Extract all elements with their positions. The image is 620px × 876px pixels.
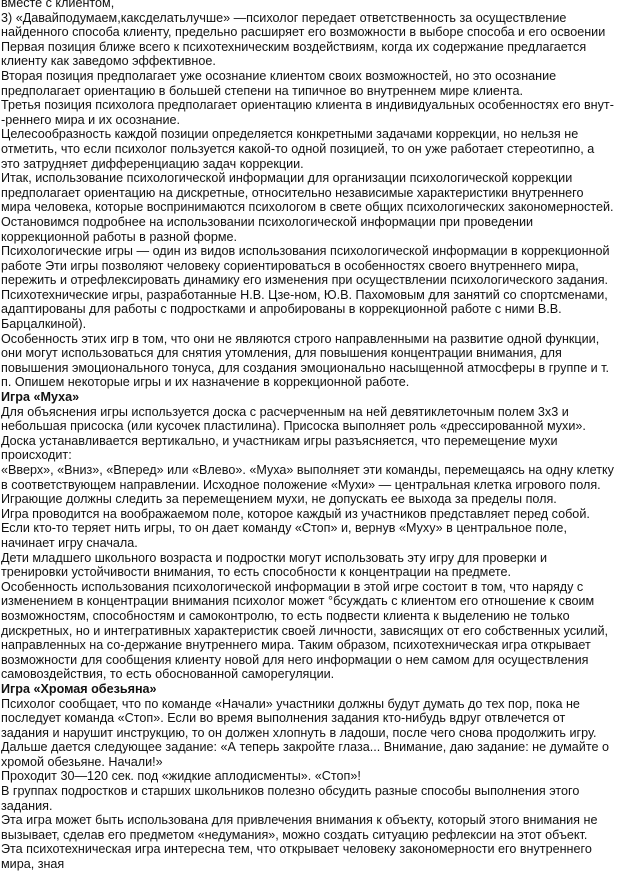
paragraph: «Вверх», «Вниз», «Вперед» или «Влево». «Муха» выполняет эти команды, перемещаясь на одну клетку в соответствующем направлении. Исходное положение «Мухи» — центральная клетка игрового поля. Играющие должны следить за перемещением мухи, не допускать ее выхода за пределы поля.	[1, 463, 614, 507]
paragraph: Первая позиция ближе всего к психотехническим воздействиям, когда их содержание предлагается клиенту как заведомо эффективное.	[1, 39, 587, 69]
paragraph: Особенность использования психологической информации в этой игре состоит в том, что наряду с изменением в концентрации внимания психолог может °бсуждать с клиентом его отношение к своим возможностям, способностям и самоконтролю, то есть подвести клиента к выделению не только дискретных, но и интегративных характеристик своей личности, зависящих от его собственных усилий, направленных на со-держание внутреннего мира. Таким образом, психотехническая игра открывает возможности для сообщения клиенту новой для него информации о нем самом для осуществления самовоздействия, то есть обоснованной саморегуляции.	[1, 579, 608, 682]
paragraph: Эта психотехническая игра интересна тем, что открывает человеку закономерности его внутреннего мира, зная	[1, 842, 592, 872]
paragraph: Проходит 30—120 сек. под «жидкие аплодисменты». «Стоп»!	[1, 769, 361, 784]
paragraph: Дети младшего школьного возраста и подростки могут использовать эту игру для проверки и тренировки устойчивости внимания, то есть способности к концентрации на предмете.	[1, 550, 548, 580]
paragraph: Психотехнические игры, разработанные Н.В. Цзе-ном, Ю.В. Пахомовым для занятий со спортсменами, адаптированы для работы с подростками и апробированы в коррекционной работе с ними В.В. Барцалкиной).	[1, 287, 608, 332]
paragraph: Целесообразность каждой позиции определяется конкретными задачами коррекции, но нельзя не отметить, что если психолог пользуется какой-то одной позицией, то он уже работает стереотипно, а это затрудняет дифференциацию задач коррекции.	[1, 127, 595, 171]
paragraph: В группах подростков и старших школьников полезно обсудить разные способы выполнения этого задания.	[1, 784, 580, 813]
paragraph: Особенность этих игр в том, что они не являются строго направленными на развитие одной функции, они могут использоваться для снятия утомления, для повышения концентрации внимания, для повышения эмоционального тонуса, для создания эмоционально насыщенной атмосферы в группе и т. п. Опишем некоторые игры и их назначение в коррекционной работе.	[1, 331, 609, 390]
paragraph: Психологические игры — один из видов использования психологической информации в коррекционной работе Эти игры позволяют человеку сориентироваться в особенностях своего внутреннего мира, пережить и отрефлексировать динамику его изменения при осуществлении психологического задания.	[1, 244, 610, 288]
paragraph: Остановимся подробнее на использовании психологической информации при проведении коррекционной работы в разной форме.	[1, 214, 534, 244]
paragraph: Для объяснения игры используется доска с расчерченным на ней девятиклеточным полем 3х3 и небольшая присоска (или кусочек пластилина). Присоска выполняет роль «дрессированной мухи». Доска устанавливается вертикально, и участникам игры разъясняется, что перемещение мухи происходит:	[1, 404, 586, 463]
paragraph: Психолог сообщает, что по команде «Начали» участники должны будут думать до тех пор, пока не последует команда «Стоп». Если во время выполнения задания кто-нибудь вдруг отвлечется от задания и нарушит инструкцию, то он должен хлопнуть в ладоши, после чего снова продолжить игру. Дальше дается следующее задание: «А теперь закройте глаза... Внимание, даю задание: не думайте о хромой обезьяне. Начали!»	[1, 696, 609, 769]
paragraph: 3) «Давайподумаем,каксделатьлучше» —психолог передает ответственность за осуществление найденного способа клиенту, предельно расширяет его возможности в выборе способа и его освоении	[1, 10, 606, 40]
paragraph: Третья позиция психолога предполагает ориентацию клиента в индивидуальных особенностях его внут- -реннего мира и их осознание.	[1, 98, 614, 127]
section-heading: Игра «Хромая обезьяна»	[1, 681, 157, 696]
paragraph: Итак, использование психологической информации для организации психологической коррекции предполагает ориентацию на дискретные, относительно независимые характеристики внутреннего мира человека, которые воспринимаются психологом в свете общих психологических закономерностей.	[1, 171, 614, 215]
paragraph: вместе с клиентом,	[1, 0, 115, 10]
paragraph: Игра проводится на воображаемом поле, которое каждый из участников представляет перед собой. Если кто-то теряет нить игры, то он дает команду «Стоп» и, вернув «Муху» в центральное поле, начинает игру сначала.	[1, 506, 590, 550]
paragraph: Эта игра может быть использована для привлечения внимания к объекту, который этого внимания не вызывает, сделав его предметом «недумания», можно создать ситуацию рефлексии на этот объект.	[1, 813, 598, 842]
section-heading: Игра «Муха»	[1, 390, 80, 405]
paragraph: Вторая позиция предполагает уже осознание клиентом своих возможностей, но это осознание предполагает ориентацию в большей степени на типичное во внутреннем мире клиента.	[1, 68, 557, 98]
